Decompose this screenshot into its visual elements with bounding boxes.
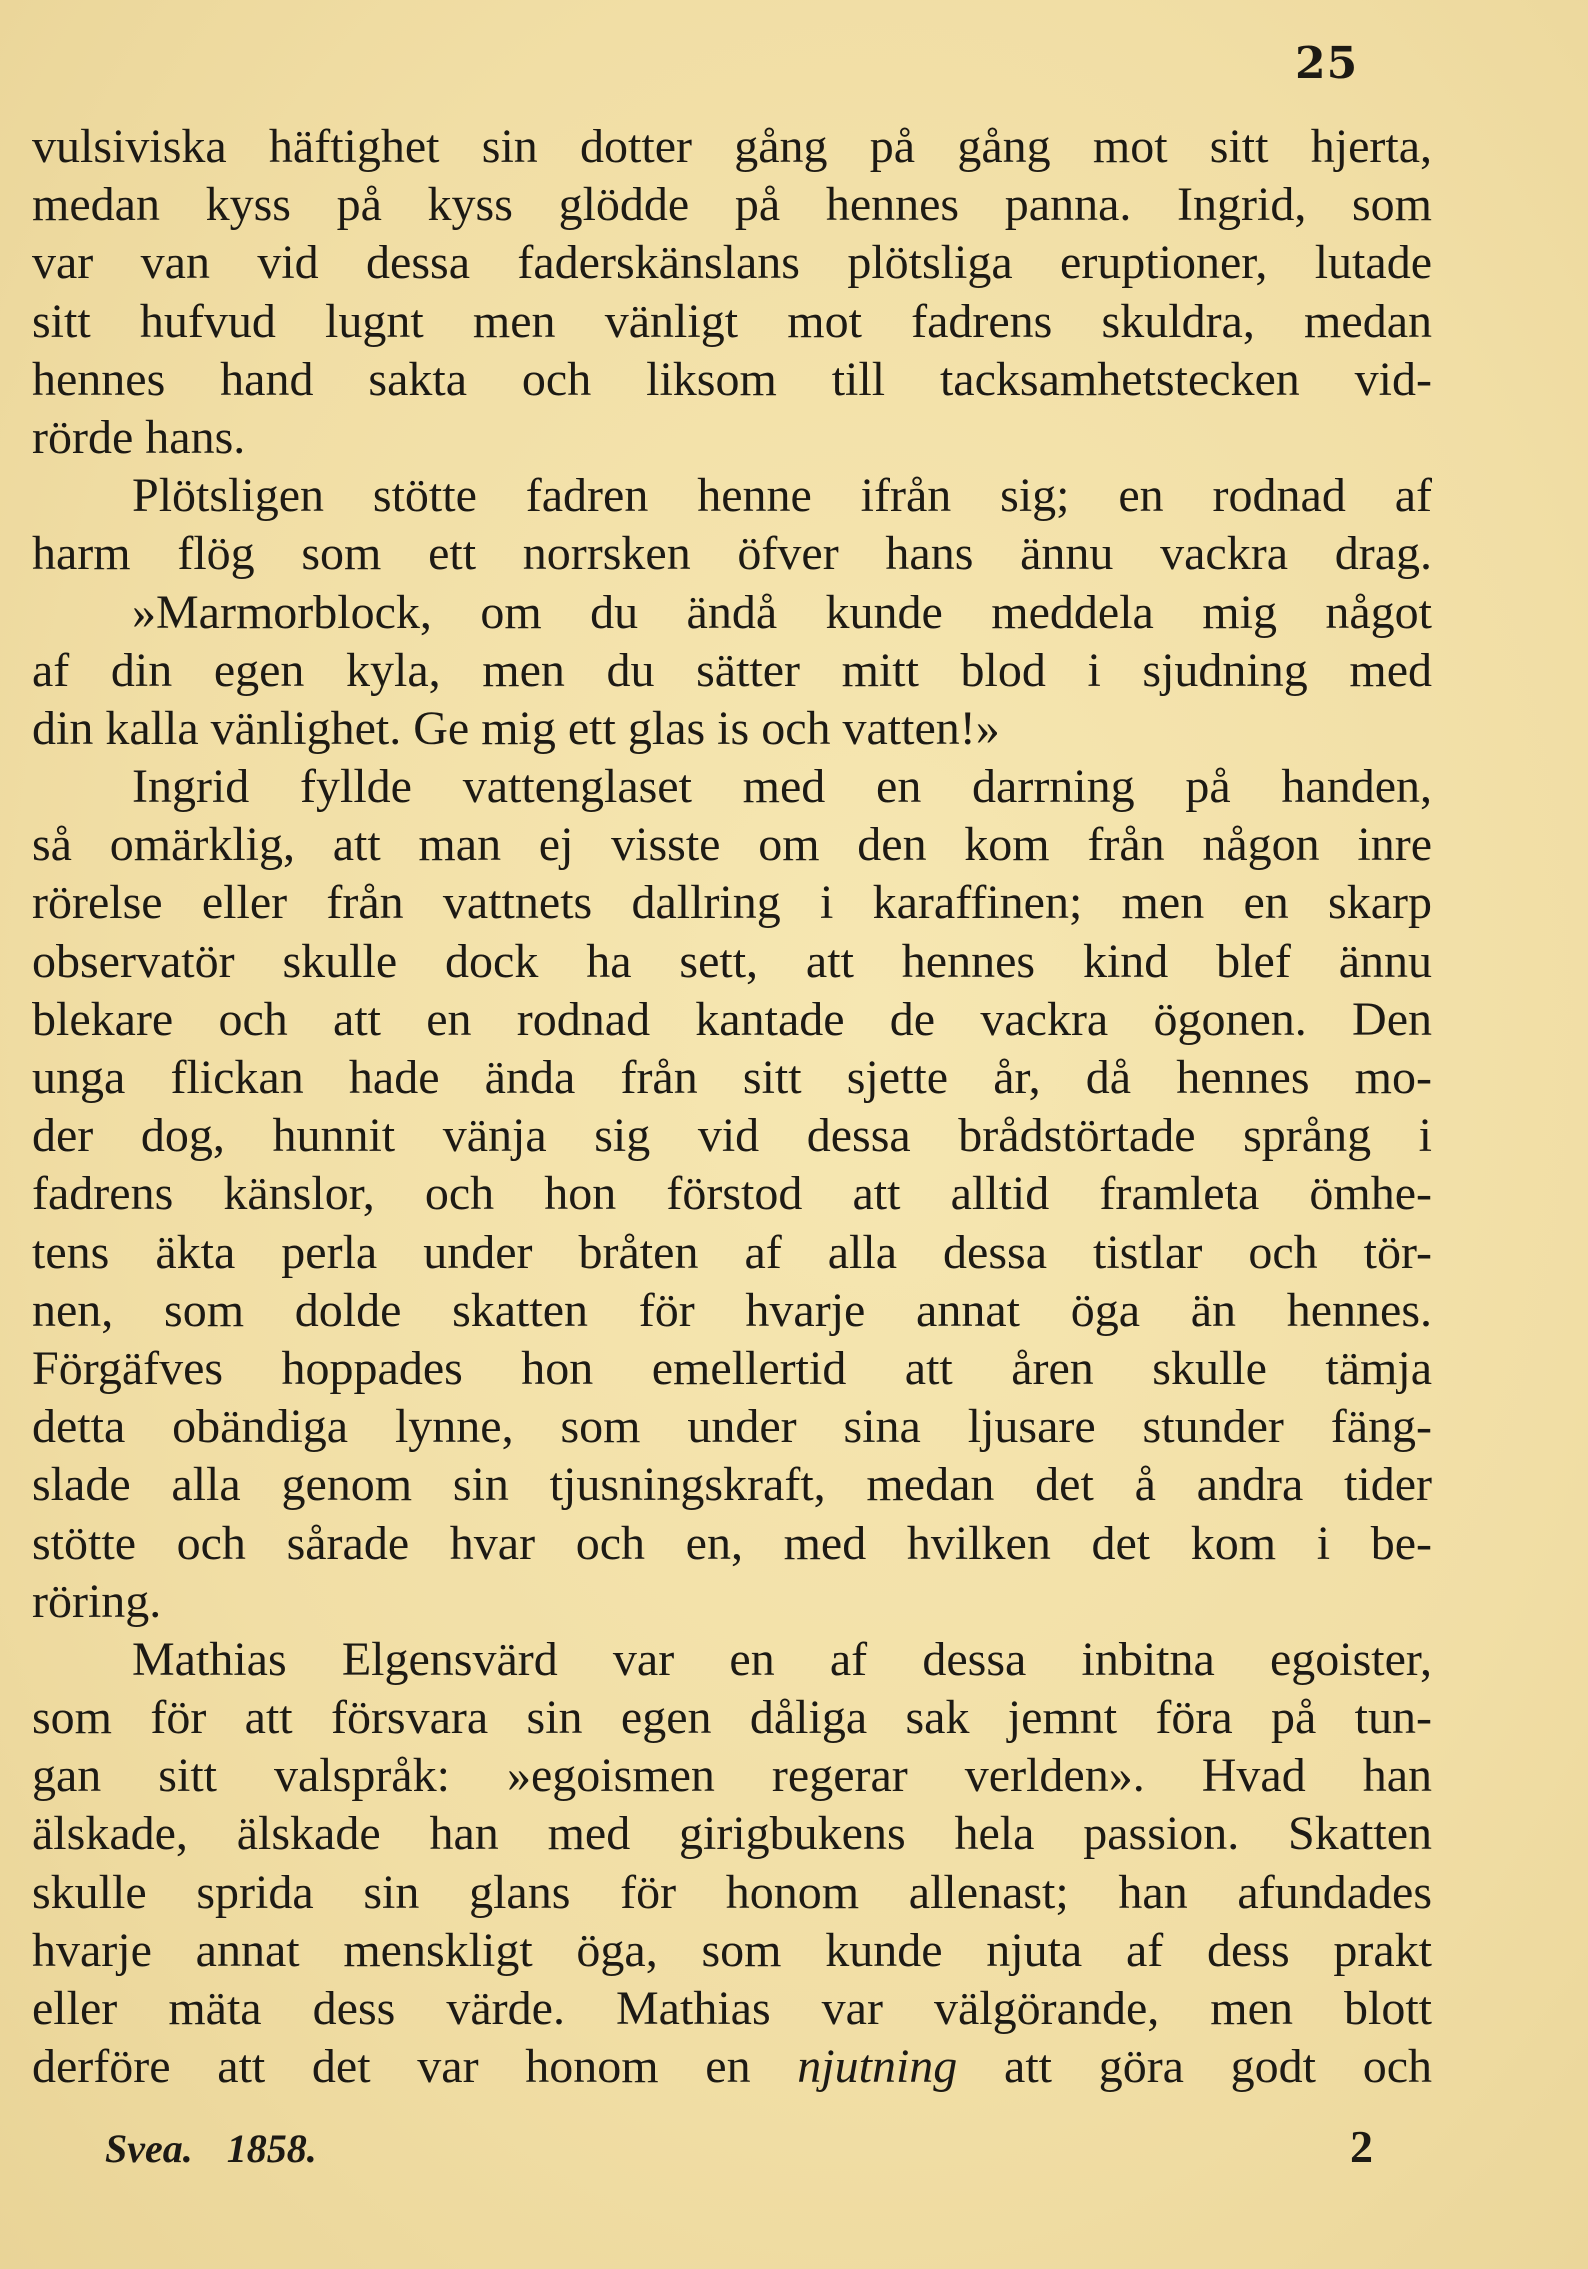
text-fragment: derföre att det var honom en: [32, 2040, 751, 2094]
text-line-last: [32, 2038, 1432, 2096]
signature-mark: 2: [1350, 2121, 1373, 2172]
text-line: der dog, hunnit vänja sig vid dessa brådstörtade språng i: [32, 1109, 1432, 1163]
text-line: rörelse eller från vattnets dallring i karaffinen; men en skarp: [32, 876, 1432, 930]
emphasis-word: njutning: [797, 2040, 958, 2094]
journal-name: Svea.: [105, 2126, 193, 2171]
text-line: som för att försvara sin egen dåliga sak jemnt föra på tun-: [32, 1691, 1432, 1745]
text-line: din kalla vänlighet. Ge mig ett glas is och vatten!»: [32, 701, 1000, 755]
text-line: Förgäfves hoppades hon emellertid att åren skulle tämja: [32, 1341, 1432, 1395]
text-line: observatör skulle dock ha sett, att hennes kind blef ännu: [32, 934, 1432, 988]
text-line: älskade, älskade han med girigbukens hela passion. Skatten: [32, 1807, 1432, 1861]
text-line: Mathias Elgensvärd var en af dessa inbitna egoister,: [132, 1632, 1432, 1686]
text-line: eller mäta dess värde. Mathias var välgörande, men blott: [32, 1982, 1432, 2035]
text-line: tens äkta perla under bråten af alla dessa tistlar och tör-: [32, 1225, 1432, 1279]
text-line: medan kyss på kyss glödde på hennes panna. Ingrid, som: [32, 178, 1432, 232]
footer-journal-signature: [105, 2125, 317, 2172]
text-line: »Marmorblock, om du ändå kunde meddela mig något: [132, 585, 1432, 639]
text-line: rörde hans.: [32, 410, 246, 464]
text-line: Plötsligen stötte fadren henne ifrån sig; en rodnad af: [132, 469, 1432, 523]
text-line: sitt hufvud lugnt men vänligt mot fadrens skuldra, medan: [32, 294, 1432, 348]
body-text: [32, 118, 1432, 2096]
text-line: hvarje annat menskligt öga, som kunde njuta af dess prakt: [32, 1923, 1432, 1977]
text-line: stötte och sårade hvar och en, med hvilken det kom i be-: [32, 1516, 1432, 1570]
text-line: blekare och att en rodnad kantade de vackra ögonen. Den: [32, 992, 1432, 1046]
text-line: vulsiviska häftighet sin dotter gång på gång mot sitt hjerta,: [32, 120, 1432, 173]
text-line: slade alla genom sin tjusningskraft, medan det å andra tider: [32, 1458, 1432, 1512]
text-line: nen, som dolde skatten för hvarje annat öga än hennes.: [32, 1283, 1432, 1337]
text-line: så omärklig, att man ej visste om den kom från någon inre: [32, 818, 1432, 872]
text-line: röring.: [32, 1574, 162, 1628]
text-line: skulle sprida sin glans för honom allenast; han afundades: [32, 1865, 1432, 1919]
text-line: unga flickan hade ända från sitt sjette år, då hennes mo-: [32, 1051, 1432, 1104]
journal-year: 1858.: [226, 2126, 317, 2171]
text-line: detta obändiga lynne, som under sina ljusare stunder fäng-: [32, 1400, 1432, 1454]
page-number: 25: [1295, 38, 1359, 89]
text-line: af din egen kyla, men du sätter mitt blod i sjudning med: [32, 643, 1432, 697]
text-line: var van vid dessa faderskänslans plötsliga eruptioner, lutade: [32, 236, 1432, 290]
text-line: fadrens känslor, och hon förstod att alltid framleta ömhe-: [32, 1167, 1432, 1221]
text-line: hennes hand sakta och liksom till tacksamhetstecken vid-: [32, 352, 1432, 406]
text-line: harm flög som ett norrsken öfver hans ännu vackra drag.: [32, 527, 1432, 581]
text-line: Ingrid fyllde vattenglaset med en darrning på handen,: [132, 760, 1432, 814]
text-fragment: att göra godt och: [1004, 2040, 1433, 2094]
text-line: gan sitt valspråk: »egoismen regerar verlden». Hvad han: [32, 1749, 1432, 1803]
